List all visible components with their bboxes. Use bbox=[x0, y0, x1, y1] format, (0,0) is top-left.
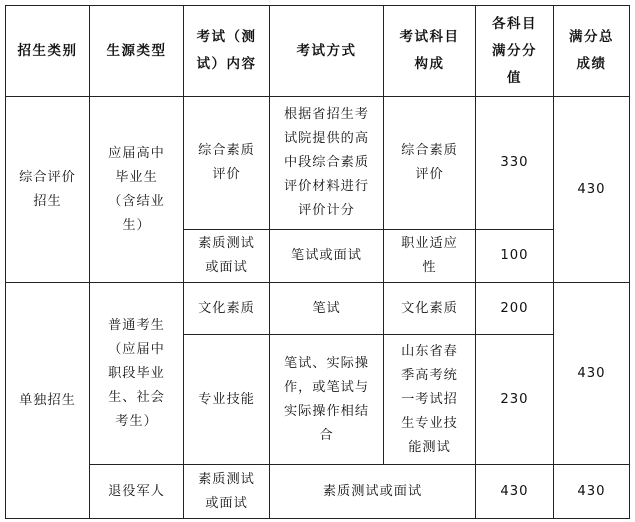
score-vocational-aptitude: 100 bbox=[476, 230, 554, 283]
total-single-general: 430 bbox=[554, 283, 630, 465]
content-quality-test: 素质测试或面试 bbox=[184, 230, 270, 283]
subjects-culture: 文化素质 bbox=[384, 283, 476, 335]
score-professional-skills: 230 bbox=[476, 335, 554, 465]
header-content: 考试（测试）内容 bbox=[184, 6, 270, 97]
score-culture: 200 bbox=[476, 283, 554, 335]
score-comprehensive-quality: 330 bbox=[476, 97, 554, 230]
content-professional-skills: 专业技能 bbox=[184, 335, 270, 465]
content-culture: 文化素质 bbox=[184, 283, 270, 335]
content-comprehensive-quality: 综合素质评价 bbox=[184, 97, 270, 230]
header-category: 招生类别 bbox=[6, 6, 90, 97]
score-veteran: 430 bbox=[476, 465, 554, 519]
subjects-spring-exam-skills: 山东省春季高考统一考试招生专业技能测试 bbox=[384, 335, 476, 465]
source-general-candidates: 普通考生（应届中职段毕业生、社会考生） bbox=[90, 283, 184, 465]
method-evaluation-materials: 根据省招生考试院提供的高中段综合素质评价材料进行评价计分 bbox=[270, 97, 384, 230]
header-row bbox=[6, 6, 630, 97]
method-veteran-test: 素质测试或面试 bbox=[270, 465, 476, 519]
total-comprehensive: 430 bbox=[554, 97, 630, 283]
table-row bbox=[6, 97, 630, 230]
source-veterans: 退役军人 bbox=[90, 465, 184, 519]
subjects-comprehensive-quality: 综合素质评价 bbox=[384, 97, 476, 230]
header-total-full: 满分总成绩 bbox=[554, 6, 630, 97]
category-single: 单独招生 bbox=[6, 283, 90, 519]
subjects-vocational-aptitude: 职业适应性 bbox=[384, 230, 476, 283]
method-written: 笔试 bbox=[270, 283, 384, 335]
content-veteran-test: 素质测试或面试 bbox=[184, 465, 270, 519]
table-row bbox=[6, 465, 630, 519]
header-method: 考试方式 bbox=[270, 6, 384, 97]
total-veteran: 430 bbox=[554, 465, 630, 519]
category-comprehensive: 综合评价招生 bbox=[6, 97, 90, 283]
header-source: 生源类型 bbox=[90, 6, 184, 97]
table-row bbox=[6, 283, 630, 335]
source-fresh-graduates: 应届高中毕业生（含结业生） bbox=[90, 97, 184, 283]
admission-score-table bbox=[5, 5, 630, 519]
header-subjects: 考试科目构成 bbox=[384, 6, 476, 97]
method-written-practical: 笔试、实际操作，或笔试与实际操作相结合 bbox=[270, 335, 384, 465]
header-subject-full: 各科目满分分值 bbox=[476, 6, 554, 97]
method-written-or-interview: 笔试或面试 bbox=[270, 230, 384, 283]
